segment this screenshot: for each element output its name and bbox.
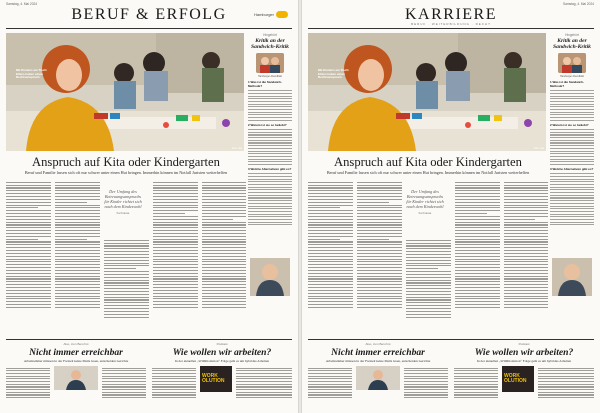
sidebar-kicker: Hingehört xyxy=(565,33,579,37)
sidebar-photo xyxy=(552,258,592,296)
lead-photo xyxy=(308,33,546,151)
sidebar-question: 1 Was ist die Sandwich-Methode? xyxy=(248,80,282,88)
expert-photo xyxy=(54,366,98,390)
sidebar-question: 1 Was ist die Sandwich-Methode? xyxy=(550,80,584,88)
story-podcast xyxy=(152,342,292,384)
lead-photo xyxy=(6,33,244,151)
article-deck: Beruf und Familie lassen sich oft nur schwer unter einen Hut bringen. Immerhin können im Notfall Juristen weiterhelfen xyxy=(326,170,530,175)
author-portrait xyxy=(558,53,586,73)
story-title: Wie wollen wir arbeiten? xyxy=(474,347,574,358)
pull-quote-author: Kai Krause xyxy=(418,212,432,216)
podcast-cover xyxy=(502,366,534,392)
pull-quote-author: Kai Krause xyxy=(116,212,130,216)
story-subtitle: In der aktuellen „WORKolution“ Folge geht es um hybrides Arbeiten xyxy=(476,359,572,363)
sidebar-question: 3 Welche Alternativen gibt es? xyxy=(248,167,292,172)
section-masthead: KARRIERE xyxy=(405,6,497,23)
body-column-1 xyxy=(6,180,51,338)
pull-quote-text: Der Umfang des Betreuungsanspruchs für Kinder richtet sich nach dem Kindeswohl xyxy=(104,189,142,210)
body-column-3 xyxy=(104,238,149,338)
photo-caption: Mit Kindern am Tisch: Eltern haben einen Rechtsanspruch. xyxy=(16,68,48,80)
sidebar-title: Kritik an der Sandwich-Kritik xyxy=(553,38,591,51)
sidebar-title: Kritik an der Sandwich-Kritik xyxy=(251,38,289,51)
section-subnav: BERUF · WEITERBILDUNG · RECHT xyxy=(411,22,491,26)
expert-photo xyxy=(356,366,400,390)
page-folio: Samstag, 4. Mai 2024 xyxy=(6,2,38,6)
story-not-reachable xyxy=(6,342,146,366)
pull-quote xyxy=(103,189,143,216)
sidebar-question: 2 Warum ist sie so beliebt? xyxy=(550,122,589,127)
story-kicker: Also, zum Beruf ist xyxy=(63,342,89,346)
author-portrait xyxy=(256,53,284,73)
story-kicker: Also, zum Beruf ist xyxy=(365,342,391,346)
story-kicker: Podcast xyxy=(216,342,228,346)
bottom-rule xyxy=(6,339,292,340)
story-title: Wie wollen wir arbeiten? xyxy=(172,347,272,358)
story-subtitle: Arbeitnehmer müssen in der Freizeit keine Mails lesen, entscheiden Gerichte xyxy=(23,359,129,363)
sidebar-body xyxy=(550,81,594,225)
classroom-scene xyxy=(308,33,546,151)
masthead-rule xyxy=(6,28,292,29)
page-folio: Samstag, 4. Mai 2024 xyxy=(562,2,594,6)
photo-caption: Mit Kindern am Tisch: Eltern haben einen Rechtsanspruch. xyxy=(318,68,350,80)
logo-badge-icon xyxy=(276,11,288,18)
body-column-4 xyxy=(455,180,500,338)
story-title: Nicht immer erreichbar xyxy=(331,347,425,358)
podcast-logo-text: WORK OLUTION xyxy=(202,373,225,384)
sidebar-question: 2 Warum ist sie so beliebt? xyxy=(248,122,287,127)
body-column-4 xyxy=(153,180,198,338)
body-column-5 xyxy=(202,180,246,338)
story-not-reachable xyxy=(308,342,448,366)
newspaper-page-left xyxy=(0,0,298,413)
portrait-caption: Hamburger Abendblatt xyxy=(560,75,584,79)
article-headline: Anspruch auf Kita oder Kindergarten xyxy=(334,155,522,169)
story-subtitle: In der aktuellen „WORKolution“ Folge geht es um hybrides Arbeiten xyxy=(174,359,270,363)
photo-credit: Foto: dpa xyxy=(533,147,544,150)
story-subtitle: Arbeitnehmer müssen in der Freizeit keine Mails lesen, entscheiden Gerichte xyxy=(325,359,431,363)
sidebar-body xyxy=(248,81,292,225)
sidebar-kicker: Hingehört xyxy=(263,33,277,37)
article-deck: Beruf und Familie lassen sich oft nur schwer unter einen Hut bringen. Immerhin können im Notfall Juristen weiterhelfen xyxy=(24,170,228,175)
story-title: Nicht immer erreichbar xyxy=(29,347,123,358)
photo-credit: Foto: dpa xyxy=(231,147,242,150)
article-headline: Anspruch auf Kita oder Kindergarten xyxy=(32,155,220,169)
story-kicker: Podcast xyxy=(518,342,530,346)
logo-text: Hamburger xyxy=(253,12,274,17)
podcast-cover xyxy=(200,366,232,392)
newspaper-page-right xyxy=(302,0,600,413)
body-column-1 xyxy=(308,180,353,338)
classroom-scene xyxy=(6,33,244,151)
podcast-logo-text: WORK OLUTION xyxy=(504,373,527,384)
body-column-5 xyxy=(504,180,548,338)
body-column-2 xyxy=(357,180,402,338)
masthead-rule xyxy=(308,28,594,29)
story-podcast xyxy=(454,342,594,384)
sidebar-photo xyxy=(250,258,290,296)
sidebar-question: 3 Welche Alternativen gibt es? xyxy=(550,167,594,172)
bottom-rule xyxy=(308,339,594,340)
pull-quote-text: Der Umfang des Betreuungsanspruchs für Kinder richtet sich nach dem Kindeswohl xyxy=(406,189,444,210)
sidebar-column xyxy=(248,33,292,227)
body-column-3 xyxy=(406,238,451,338)
section-masthead: BERUF & ERFOLG xyxy=(71,6,227,23)
pull-quote xyxy=(405,189,445,216)
publication-logo xyxy=(254,11,288,18)
portrait-caption: Hamburger Abendblatt xyxy=(258,75,282,79)
sidebar-column xyxy=(550,33,594,227)
body-column-2 xyxy=(55,180,100,338)
